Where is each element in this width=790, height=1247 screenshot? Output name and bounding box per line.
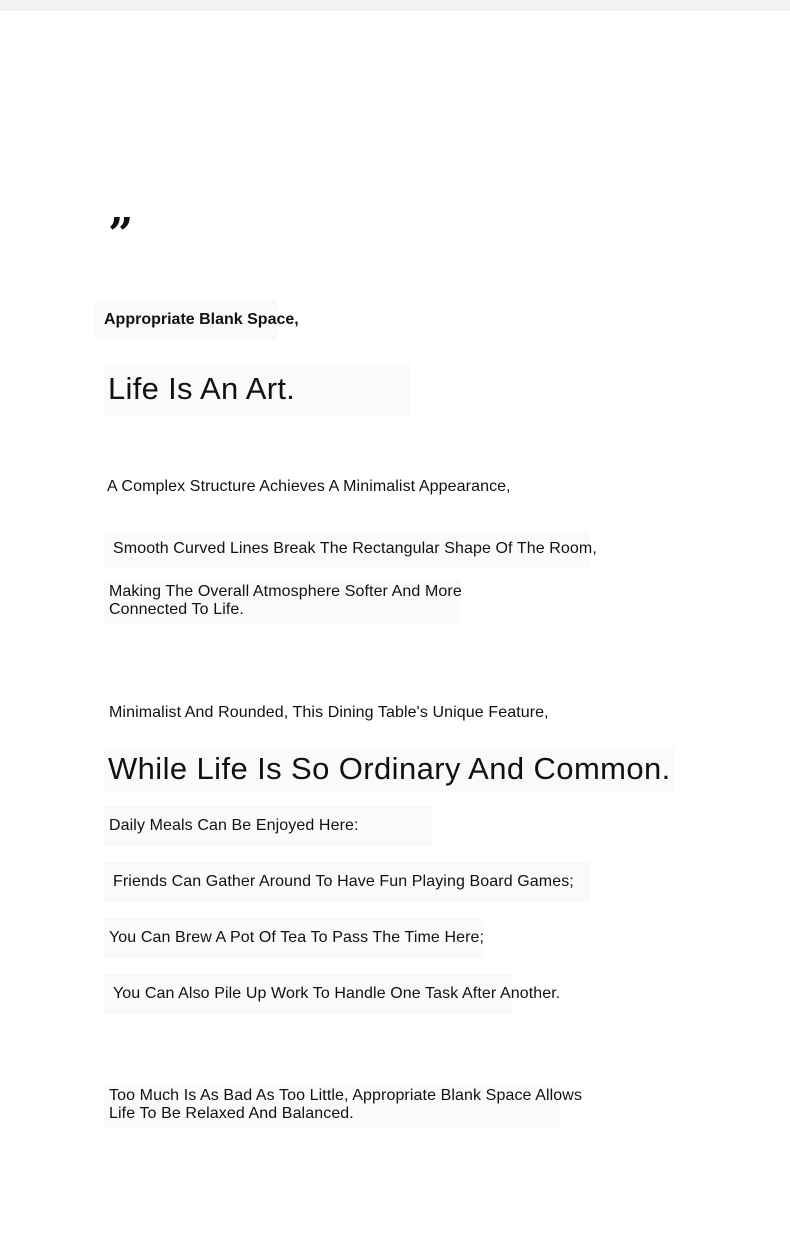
section1-line3b: Connected To Life. (109, 601, 244, 618)
closing-paragraph (104, 1083, 583, 1129)
closing-line1: Too Much Is As Bad As Too Little, Appropriate Blank Space Allows (109, 1087, 583, 1104)
list-item-1: Daily Meals Can Be Enjoyed Here: (104, 806, 432, 846)
list-item-3: You Can Brew A Pot Of Tea To Pass The Time Here; (104, 918, 484, 958)
closing-line2: Life To Be Relaxed And Balanced. (109, 1105, 354, 1122)
subtitle: Appropriate Blank Space, (94, 300, 277, 340)
quote-mark-icon: ” (108, 209, 134, 260)
section1-line2: Smooth Curved Lines Break The Rectangular Shape Of The Room, (104, 531, 590, 567)
headline: Life Is An Art. (104, 363, 410, 415)
section2-intro: Minimalist And Rounded, This Dining Table's Unique Feature, (109, 704, 549, 721)
list-item-2: Friends Can Gather Around To Have Fun Playing Board Games; (104, 862, 590, 902)
section1-line3 (104, 579, 460, 625)
document-page (0, 11, 790, 1247)
list-item-4: You Can Also Pile Up Work To Handle One Task After Another. (104, 974, 512, 1014)
section1-line3a: Making The Overall Atmosphere Softer And More (109, 583, 462, 600)
top-bar (0, 0, 790, 11)
section2-headline: While Life Is So Ordinary And Common. (104, 747, 675, 793)
section1-line1: A Complex Structure Achieves A Minimalist Appearance, (107, 478, 511, 495)
